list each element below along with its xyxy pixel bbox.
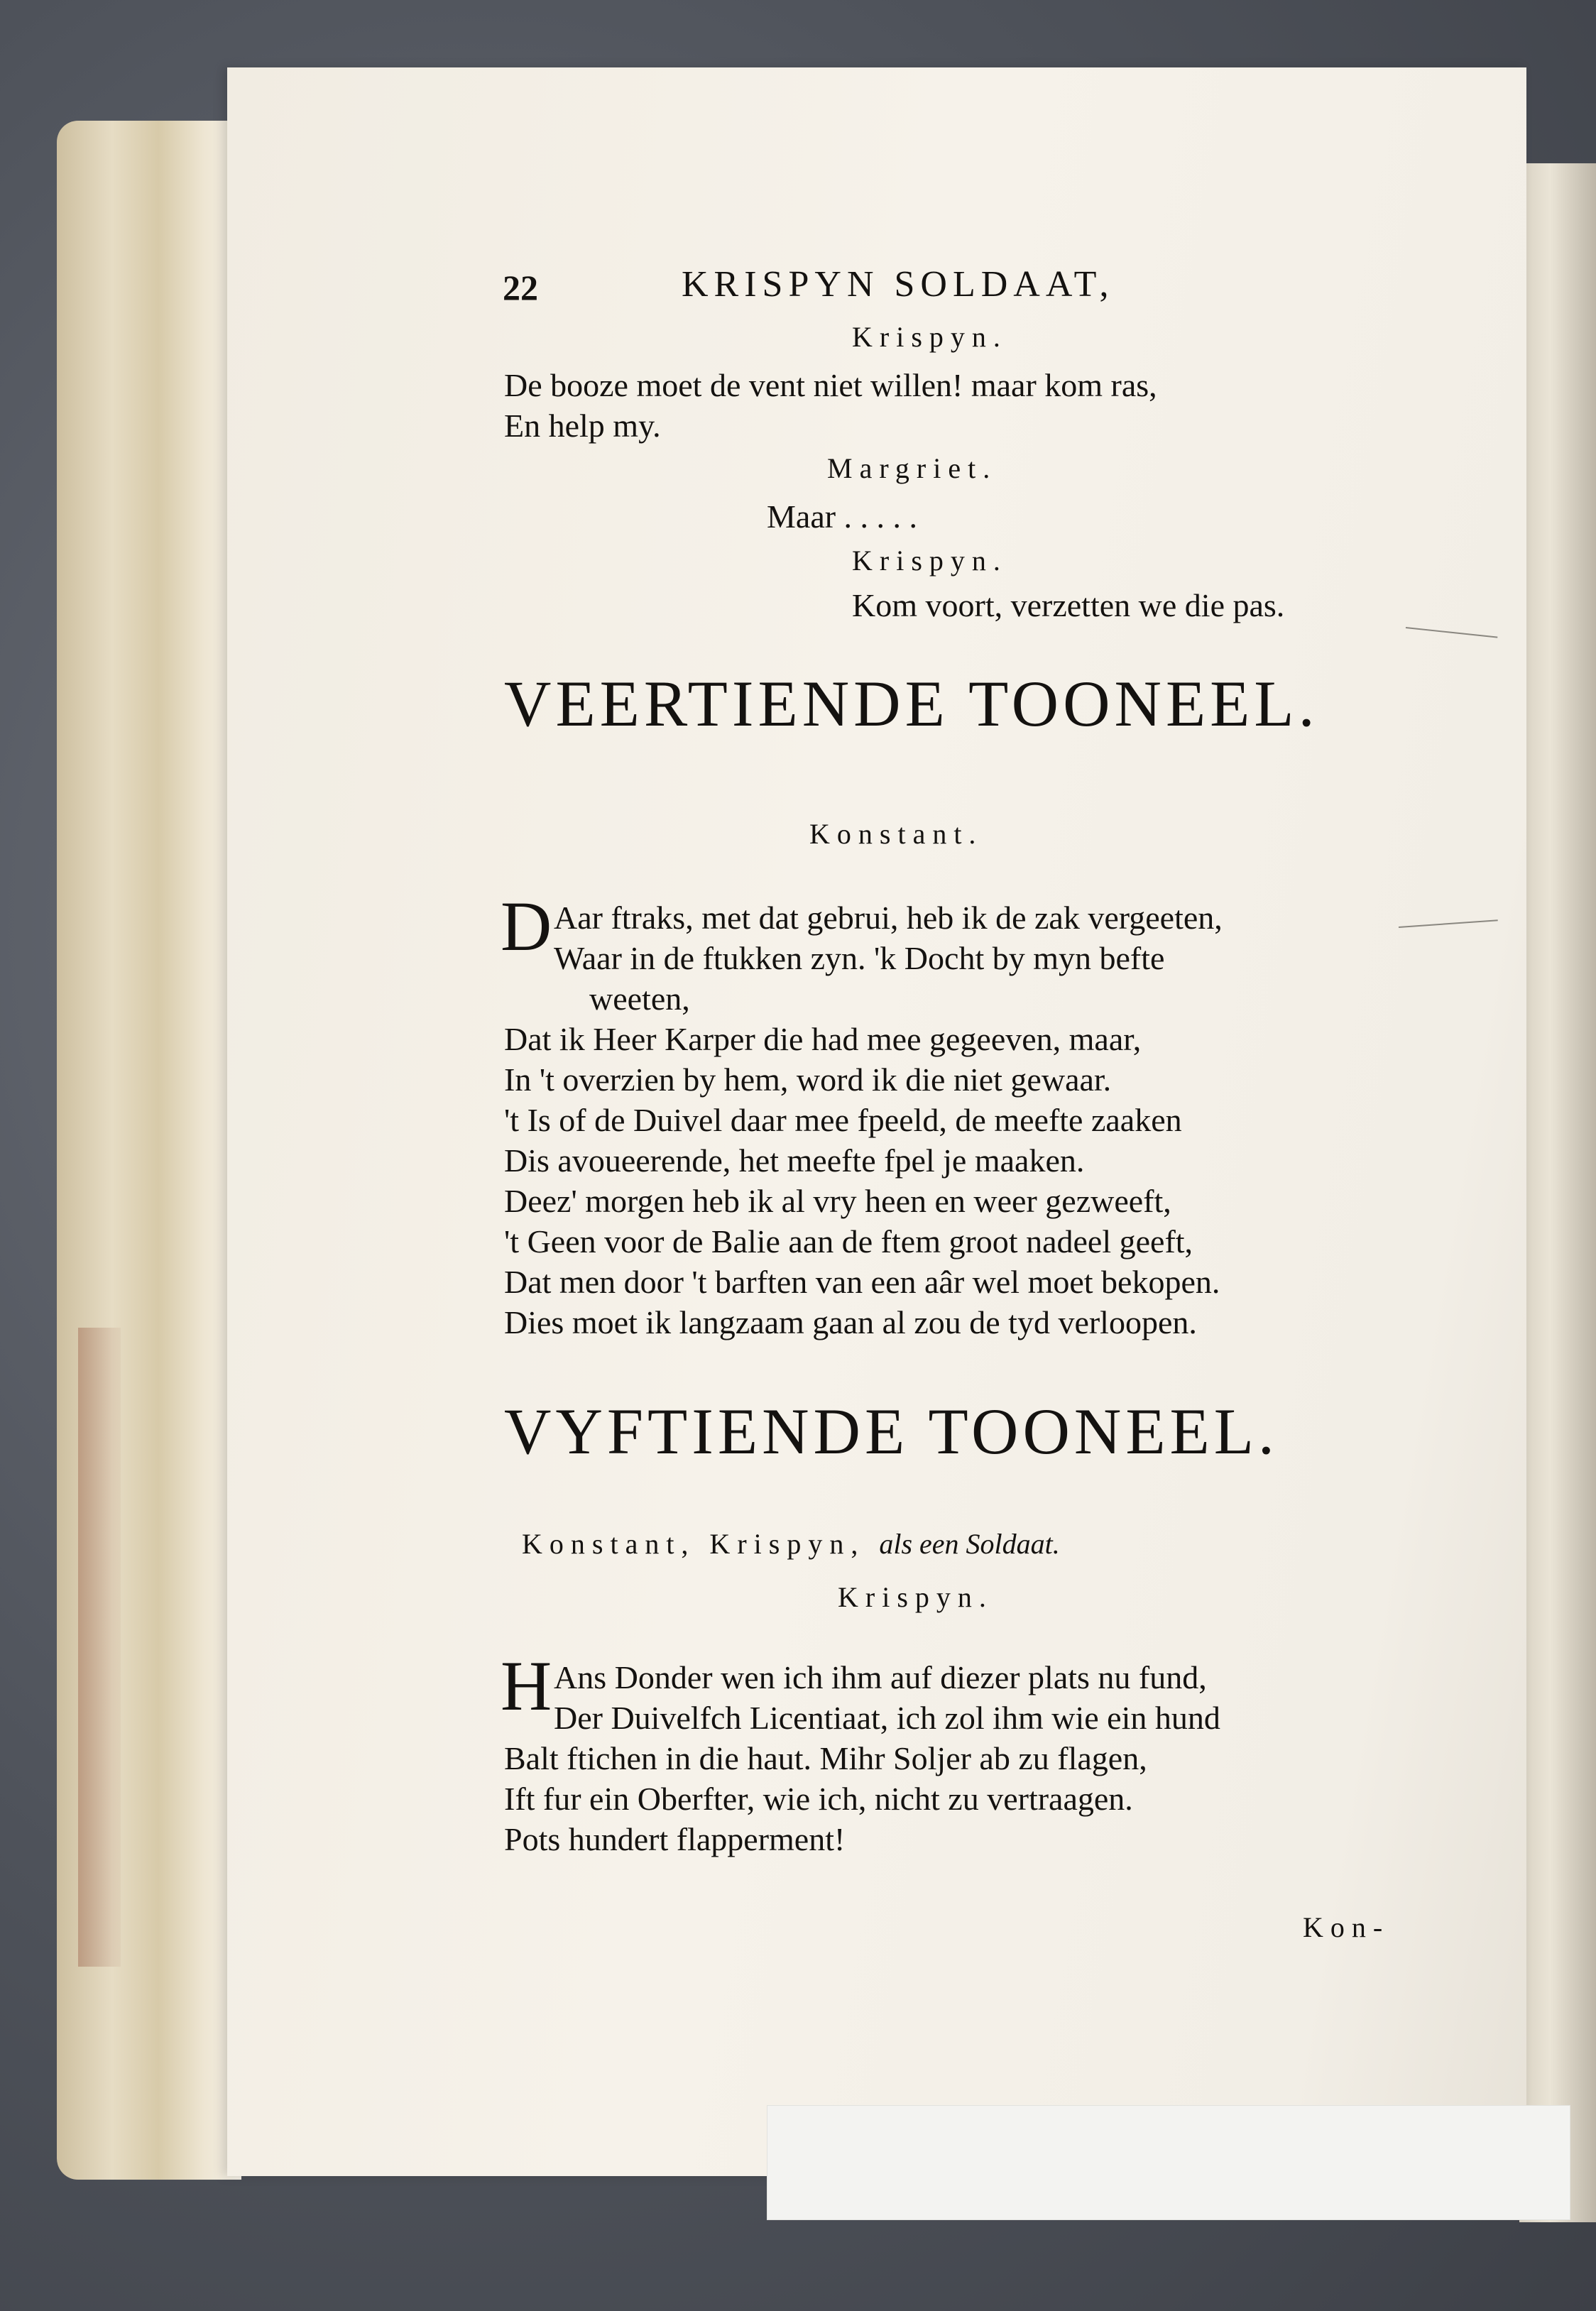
verse-line: Balt ftichen in die haut. Mihr Soljer ab zu flagen, — [504, 1740, 1147, 1776]
facing-page-edge — [1519, 163, 1596, 2222]
drop-cap-d: D — [501, 887, 552, 966]
verse-line: Waar in de ftukken zyn. 'k Docht by myn befte — [554, 940, 1165, 976]
verse-line: Dies moet ik langzaam gaan al zou de tyd verloopen. — [504, 1304, 1197, 1340]
page-stack-edges — [57, 121, 241, 2180]
verse-line: Dat men door 't barften van een aâr wel moet bekopen. — [504, 1264, 1220, 1300]
pencil-mark — [1399, 919, 1498, 928]
speaker-krispyn-2: Krispyn. — [852, 545, 1007, 577]
page-number: 22 — [503, 268, 538, 307]
verse-line: En help my. — [504, 408, 661, 444]
redaction-label — [767, 2105, 1570, 2220]
verse-line: Deez' morgen heb ik al vry heen en weer gezweeft, — [504, 1183, 1171, 1219]
verse-line: Der Duivelfch Licentiaat, ich zol ihm wie ein hund — [554, 1700, 1220, 1736]
speaker-krispyn-1: Krispyn. — [852, 321, 1007, 353]
scene-heading-15: VYFTIENDE TOONEEL. — [504, 1395, 1279, 1468]
catchword: Kon- — [1303, 1911, 1390, 1943]
verse-line: Dat ik Heer Karper die had mee gegeeven, maar, — [504, 1021, 1142, 1057]
verse-line: 't Geen voor de Balie aan de ftem groot nadeel geeft, — [504, 1223, 1193, 1260]
verse-line: Ift fur ein Oberfter, wie ich, nicht zu vertraagen. — [504, 1781, 1133, 1817]
verse-line: Pots hundert flapperment! — [504, 1821, 846, 1857]
verse-line: Maar . . . . . — [767, 498, 918, 535]
drop-cap-h: H — [501, 1646, 552, 1725]
scene-heading-14: VEERTIENDE TOONEEL. — [504, 667, 1319, 740]
running-title: KRISPYN SOLDAAT, — [682, 264, 1115, 305]
cast-names: Konstant, Krispyn, — [522, 1528, 865, 1560]
cast-note: als een Soldaat. — [879, 1528, 1060, 1560]
verse-line: Kom voort, verzetten we die pas. — [852, 587, 1285, 623]
verse-line: weeten, — [589, 980, 690, 1017]
pencil-mark — [1406, 627, 1497, 638]
verse-line: In 't overzien by hem, word ik die niet gewaar. — [504, 1061, 1112, 1098]
verse-line: Dis avoueerende, het meefte fpel je maaken. — [504, 1142, 1085, 1179]
verse-line: De booze moet de vent niet willen! maar kom ras, — [504, 367, 1157, 403]
speaker-konstant: Konstant. — [809, 818, 983, 850]
cast-list — [522, 1530, 1060, 1558]
verse-line: Ans Donder wen ich ihm auf diezer plats nu fund, — [554, 1659, 1207, 1695]
book-page — [227, 67, 1526, 2176]
speaker-krispyn-3: Krispyn. — [838, 1581, 993, 1613]
speaker-margriet: Margriet. — [827, 452, 998, 484]
verse-line: Aar ftraks, met dat gebrui, heb ik de zak vergeeten, — [554, 900, 1223, 936]
verse-line: 't Is of de Duivel daar mee fpeeld, de meefte zaaken — [504, 1102, 1182, 1138]
